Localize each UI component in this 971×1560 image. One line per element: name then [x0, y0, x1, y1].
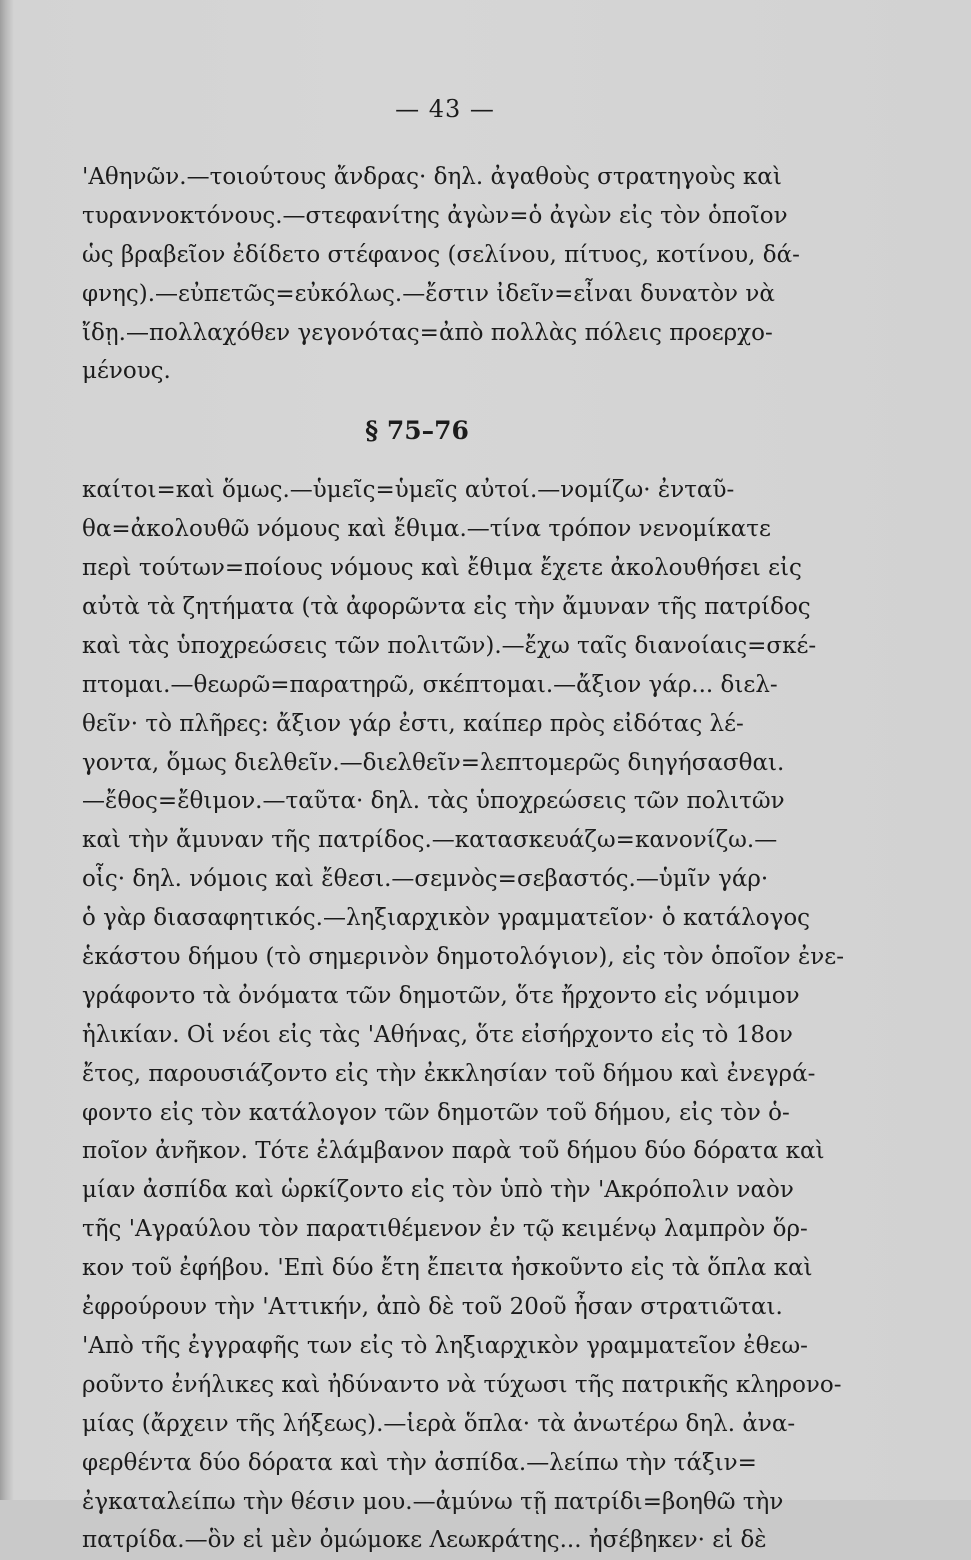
- paragraph-2: [82, 471, 842, 1560]
- text-line: τυραννοκτόνους.—στεφανίτης ἀγὼν=ὁ ἀγὼν εἰς τὸν ὁποῖον: [82, 202, 788, 229]
- page-number: — 43 —: [395, 95, 495, 123]
- text-line: περὶ τούτων=ποίους νόμους καὶ ἔθιμα ἔχετε ἀκολουθήσει εἰς: [82, 555, 802, 582]
- text-line: ἔτος, παρουσιάζοντο εἰς τὴν ἐκκλησίαν τοῦ δήμου καὶ ἐνεγρά-: [82, 1060, 816, 1087]
- section-heading: § 75–76: [365, 416, 469, 446]
- text-line: φνης).—εὐπετῶς=εὐκόλως.—ἔστιν ἰδεῖν=εἶναι δυνατὸν νὰ: [82, 280, 775, 307]
- text-line: φοντο εἰς τὸν κατάλογον τῶν δημοτῶν τοῦ δήμου, εἰς τὸν ὁ-: [82, 1099, 790, 1126]
- body-text: [82, 158, 842, 1560]
- text-line: ροῦντο ἐνήλικες καὶ ἠδύναντο νὰ τύχωσι τῆς πατρικῆς κληρονο-: [82, 1371, 842, 1398]
- text-line: ἐφρούρουν τὴν 'Αττικήν, ἀπὸ δὲ τοῦ 20οῦ ἦσαν στρατιῶται.: [82, 1294, 783, 1321]
- text-line: ὁ γὰρ διασαφητικός.—ληξιαρχικὸν γραμματεῖον· ὁ κατάλογος: [82, 905, 811, 932]
- text-line: 'Απὸ τῆς ἐγγραφῆς των εἰς τὸ ληξιαρχικὸν γραμματεῖον ἐθεω-: [82, 1332, 808, 1359]
- text-line: αὐτὰ τὰ ζητήματα (τὰ ἀφορῶντα εἰς τὴν ἄμυναν τῆς πατρίδος: [82, 594, 811, 621]
- text-line: 'Αθηνῶν.—τοιούτους ἄνδρας· δηλ. ἀγαθοὺς στρατηγοὺς καὶ: [82, 164, 782, 190]
- text-line: πτομαι.—θεωρῶ=παρατηρῶ, σκέπτομαι.—ἄξιον γάρ... διελ-: [82, 671, 778, 698]
- text-line: οἷς· δηλ. νόμοις καὶ ἔθεσι.—σεμνὸς=σεβαστός.—ὑμῖν γάρ·: [82, 866, 769, 893]
- text-line: —ἔθος=ἔθιμον.—ταῦτα· δηλ. τὰς ὑποχρεώσεις τῶν πολιτῶν: [82, 788, 785, 815]
- text-line: ἑκάστου δήμου (τὸ σημερινὸν δημοτολόγιον), εἰς τὸν ὁποῖον ἐνε-: [82, 944, 844, 971]
- text-line: γοντα, ὅμως διελθεῖν.—διελθεῖν=λεπτομερῶς διηγήσασθαι.: [82, 749, 785, 776]
- text-line: θεῖν· τὸ πλῆρες: ἄξιον γάρ ἐστι, καίπερ πρὸς εἰδότας λέ-: [82, 710, 744, 737]
- text-line: ποῖον ἀνῆκον. Τότε ἐλάμβανον παρὰ τοῦ δήμου δύο δόρατα καὶ: [82, 1138, 825, 1165]
- paragraph-1: [82, 158, 842, 391]
- text-line: μίας (ἄρχειν τῆς λήξεως).—ἱερὰ ὅπλα· τὰ ἀνωτέρω δηλ. ἀνα-: [82, 1410, 796, 1437]
- text-line: τῆς 'Αγραύλου τὸν παρατιθέμενον ἐν τῷ κειμένῳ λαμπρὸν ὅρ-: [82, 1216, 808, 1243]
- text-line: καὶ τὰς ὑποχρεώσεις τῶν πολιτῶν).—ἔχω ταῖς διανοίαις=σκέ-: [82, 632, 817, 659]
- text-line: μίαν ἀσπίδα καὶ ὡρκίζοντο εἰς τὸν ὑπὸ τὴν 'Ακρόπολιν ναὸν: [82, 1177, 794, 1204]
- text-line: γράφοντο τὰ ὀνόματα τῶν δημοτῶν, ὅτε ἤρχοντο εἰς νόμιμον: [82, 982, 800, 1009]
- text-line: ὡς βραβεῖον ἐδίδετο στέφανος (σελίνου, πίτυος, κοτίνου, δά-: [82, 241, 800, 268]
- text-line: ἐγκαταλείπω τὴν θέσιν μου.—ἀμύνω τῇ πατρίδι=βοηθῶ τὴν: [82, 1488, 784, 1515]
- text-line: ἡλικίαν. Οἱ νέοι εἰς τὰς 'Αθήνας, ὅτε εἰσήρχοντο εἰς τὸ 18ον: [82, 1021, 793, 1048]
- text-line: ἴδῃ.—πολλαχόθεν γεγονότας=ἀπὸ πολλὰς πόλεις προερχο-: [82, 319, 773, 346]
- text-line: καὶ τὴν ἄμυναν τῆς πατρίδος.—κατασκευάζω=κανονίζω.—: [82, 827, 778, 854]
- text-line: μένους.: [82, 358, 171, 385]
- text-line: καίτοι=καὶ ὅμως.—ὑμεῖς=ὑμεῖς αὐτοί.—νομίζω· ἐνταῦ-: [82, 477, 735, 504]
- text-line: θα=ἀκολουθῶ νόμους καὶ ἔθιμα.—τίνα τρόπον νενομίκατε: [82, 516, 771, 543]
- text-line: φερθέντα δύο δόρατα καὶ τὴν ἀσπίδα.—λείπω τὴν τάξιν=: [82, 1449, 757, 1476]
- text-line: πατρίδα.—ὃν εἰ μὲν ὀμώμοκε Λεωκράτης... ἠσέβηκεν· εἰ δὲ: [82, 1527, 767, 1554]
- text-line: κον τοῦ ἐφήβου. 'Επὶ δύο ἔτη ἔπειτα ἠσκοῦντο εἰς τὰ ὅπλα καὶ: [82, 1255, 813, 1282]
